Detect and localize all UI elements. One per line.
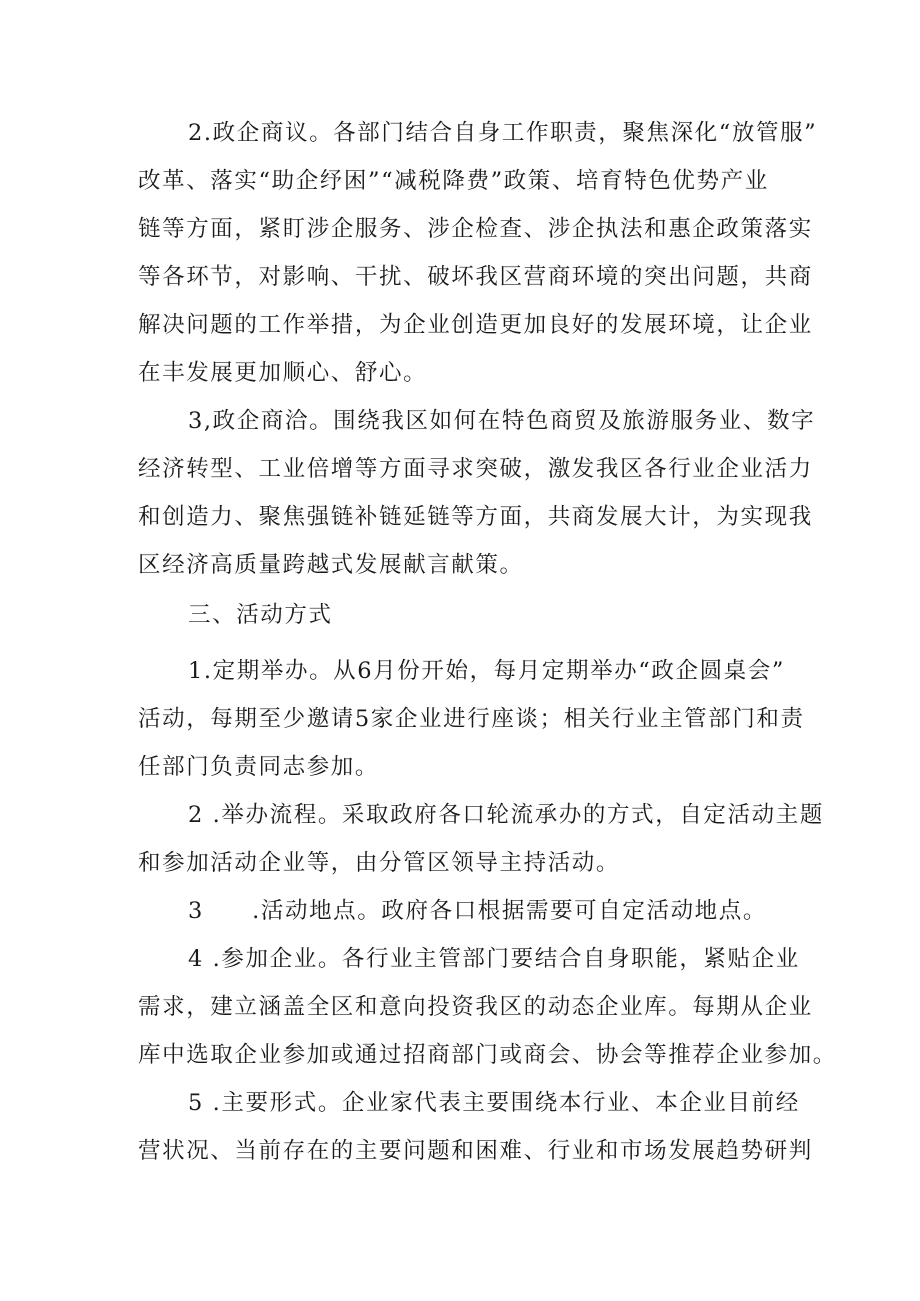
body-text-line: 3,政企商洽。围绕我区如何在特色商贸及旅游服务业、数字 xyxy=(188,408,816,434)
body-text-line: 和参加活动企业等，由分管区领导主持活动。 xyxy=(138,850,621,876)
body-text-line: 2 .举办流程。采取政府各口轮流承办的方式，自定活动主题 xyxy=(188,802,824,828)
body-text-line: 活动，每期至少邀请5家企业进行座谈；相关行业主管部门和责 xyxy=(138,706,805,732)
body-text-line: 任部门负责同志参加。 xyxy=(138,754,380,780)
body-text-line: 和创造力、聚焦强链补链延链等方面，共商发展大计，为实现我 xyxy=(138,504,813,530)
body-text-line: 改革、落实“助企纾困”“减税降费”政策、培育特色优势产业 xyxy=(138,168,769,194)
section-heading: 三、活动方式 xyxy=(188,602,333,628)
body-text-line: 5 .主要形式。企业家代表主要围绕本行业、本企业目前经 xyxy=(188,1090,800,1116)
body-text-line: 等各环节，对影响、干扰、破坏我区营商环境的突出问题，共商 xyxy=(138,264,813,290)
body-text-line: 4 .参加企业。各行业主管部门要结合自身职能，紧贴企业 xyxy=(188,946,800,972)
body-text-line: 在丰发展更加顺心、舒心。 xyxy=(138,360,428,386)
body-text-line: 解决问题的工作举措，为企业创造更加良好的发展环境，让企业 xyxy=(138,312,813,338)
body-text-line: 3 .活动地点。政府各口根据需要可自定活动地点。 xyxy=(188,898,767,924)
body-text-line: 链等方面，紧盯涉企服务、涉企检查、涉企执法和惠企政策落实 xyxy=(138,216,813,242)
body-text-line: 1.定期举办。从6月份开始，每月定期举办“政企圆桌会” xyxy=(188,658,785,684)
body-text-line: 营状况、当前存在的主要问题和困难、行业和市场发展趋势研判 xyxy=(138,1138,813,1164)
body-text-line: 2.政企商议。各部门结合自身工作职责，聚焦深化“放管服” xyxy=(188,120,818,146)
body-text-line: 经济转型、工业倍增等方面寻求突破，激发我区各行业企业活力 xyxy=(138,456,813,482)
body-text-line: 区经济高质量跨越式发展献言献策。 xyxy=(138,552,524,578)
body-text-line: 库中选取企业参加或通过招商部门或商会、协会等推荐企业参加。 xyxy=(138,1042,837,1068)
body-text-line: 需求，建立涵盖全区和意向投资我区的动态企业库。每期从企业 xyxy=(138,994,813,1020)
